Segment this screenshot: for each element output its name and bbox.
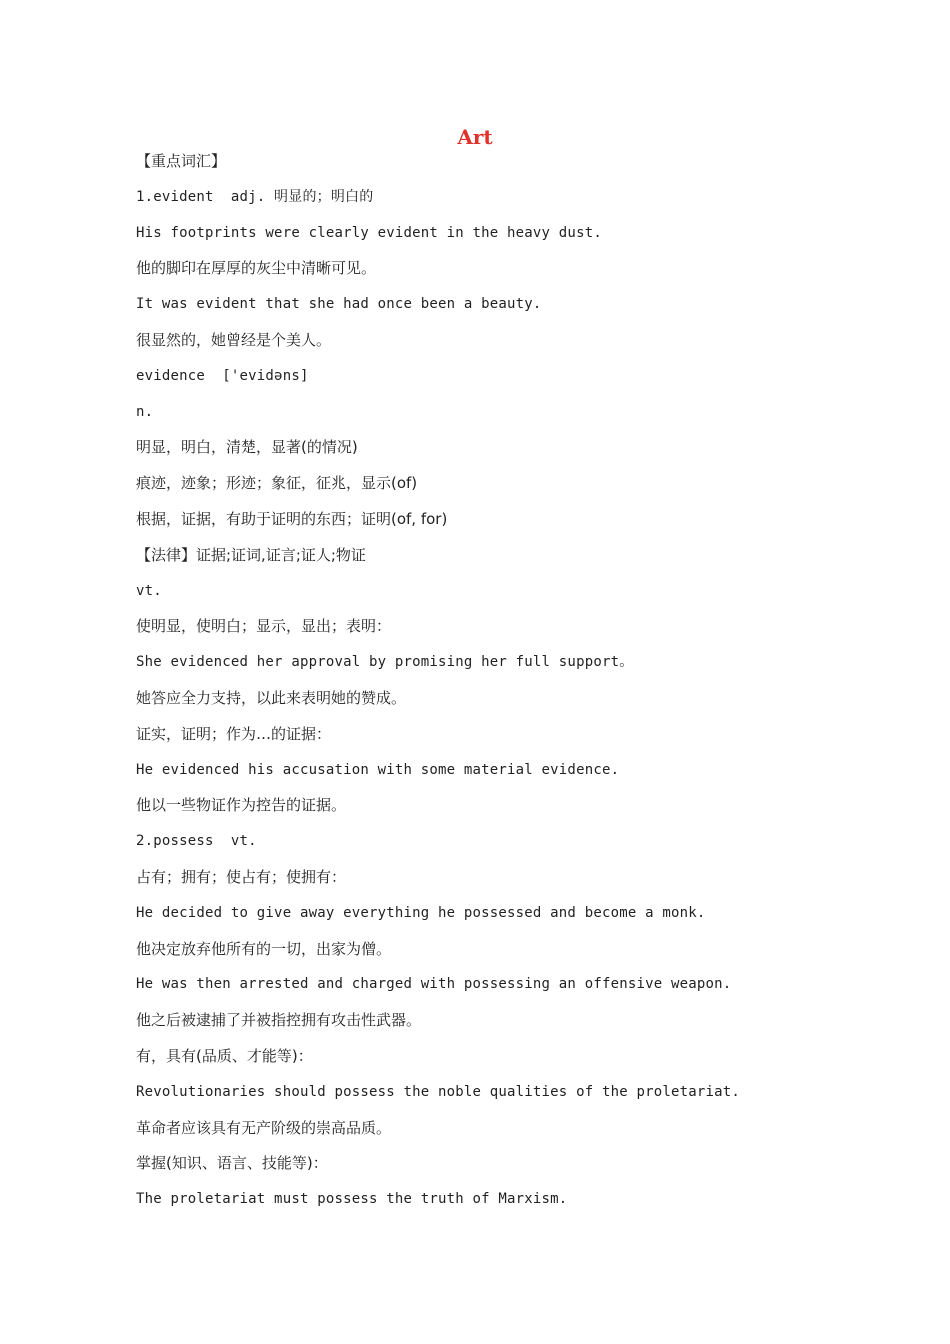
definition-line: 证实，证明；作为…的证据：: [136, 724, 332, 743]
example-sentence: Revolutionaries should possess the noble qualities of the proletariat.: [136, 1083, 741, 1100]
example-sentence: He was then arrested and charged with possessing an offensive weapon.: [136, 976, 732, 993]
definition-line: 掌握(知识、语言、技能等)：: [136, 1154, 328, 1173]
example-translation: 他以一些物证作为控告的证据。: [136, 796, 347, 815]
definition-line: 使明显，使明白；显示，显出；表明：: [136, 617, 392, 636]
example-sentence: He evidenced his accusation with some material evidence.: [136, 761, 620, 778]
example-translation: 他的脚印在厚厚的灰尘中清晰可见。: [136, 259, 377, 278]
part-of-speech: n.: [136, 403, 154, 420]
example-translation: 他之后被逮捕了并被指控拥有攻击性武器。: [136, 1011, 422, 1030]
example-sentence: It was evident that she had once been a beauty.: [136, 296, 542, 313]
section-heading: 【重点词汇】: [136, 152, 227, 170]
definition-line: 有，具有(品质、才能等)：: [136, 1046, 313, 1065]
definition-line: 占有；拥有；使占有；使拥有：: [136, 867, 347, 886]
example-translation: 很显然的，她曾经是个美人。: [136, 330, 332, 349]
vocab-entry-evidence: evidence ['evidəns]: [136, 367, 309, 384]
definition-line: 【法律】证据;证词,证言;证人;物证: [136, 545, 366, 564]
vocab-entry-evident: 1.evident adj. 明显的；明白的: [136, 188, 374, 205]
document-body: [136, 149, 896, 1223]
vocab-entry-possess: 2.possess vt.: [136, 833, 257, 850]
example-sentence: The proletariat must possess the truth of Marxism.: [136, 1191, 568, 1208]
example-sentence: He decided to give away everything he possessed and become a monk.: [136, 904, 706, 921]
example-translation: 她答应全力支持，以此来表明她的赞成。: [136, 688, 407, 707]
example-sentence: His footprints were clearly evident in the heavy dust.: [136, 224, 602, 241]
definition-line: 明显，明白，清楚，显著(的情况): [136, 438, 358, 457]
definition-line: 根据，证据，有助于证明的东西；证明(of, for): [136, 509, 448, 528]
part-of-speech: vt.: [136, 582, 162, 599]
example-translation: 革命者应该具有无产阶级的崇高品质。: [136, 1118, 392, 1137]
example-sentence: She evidenced her approval by promising her full support。: [136, 654, 634, 671]
definition-line: 痕迹，迹象；形迹；象征，征兆，显示(of): [136, 474, 418, 493]
document-title: Art: [457, 125, 493, 149]
example-translation: 他决定放弃他所有的一切，出家为僧。: [136, 939, 392, 958]
